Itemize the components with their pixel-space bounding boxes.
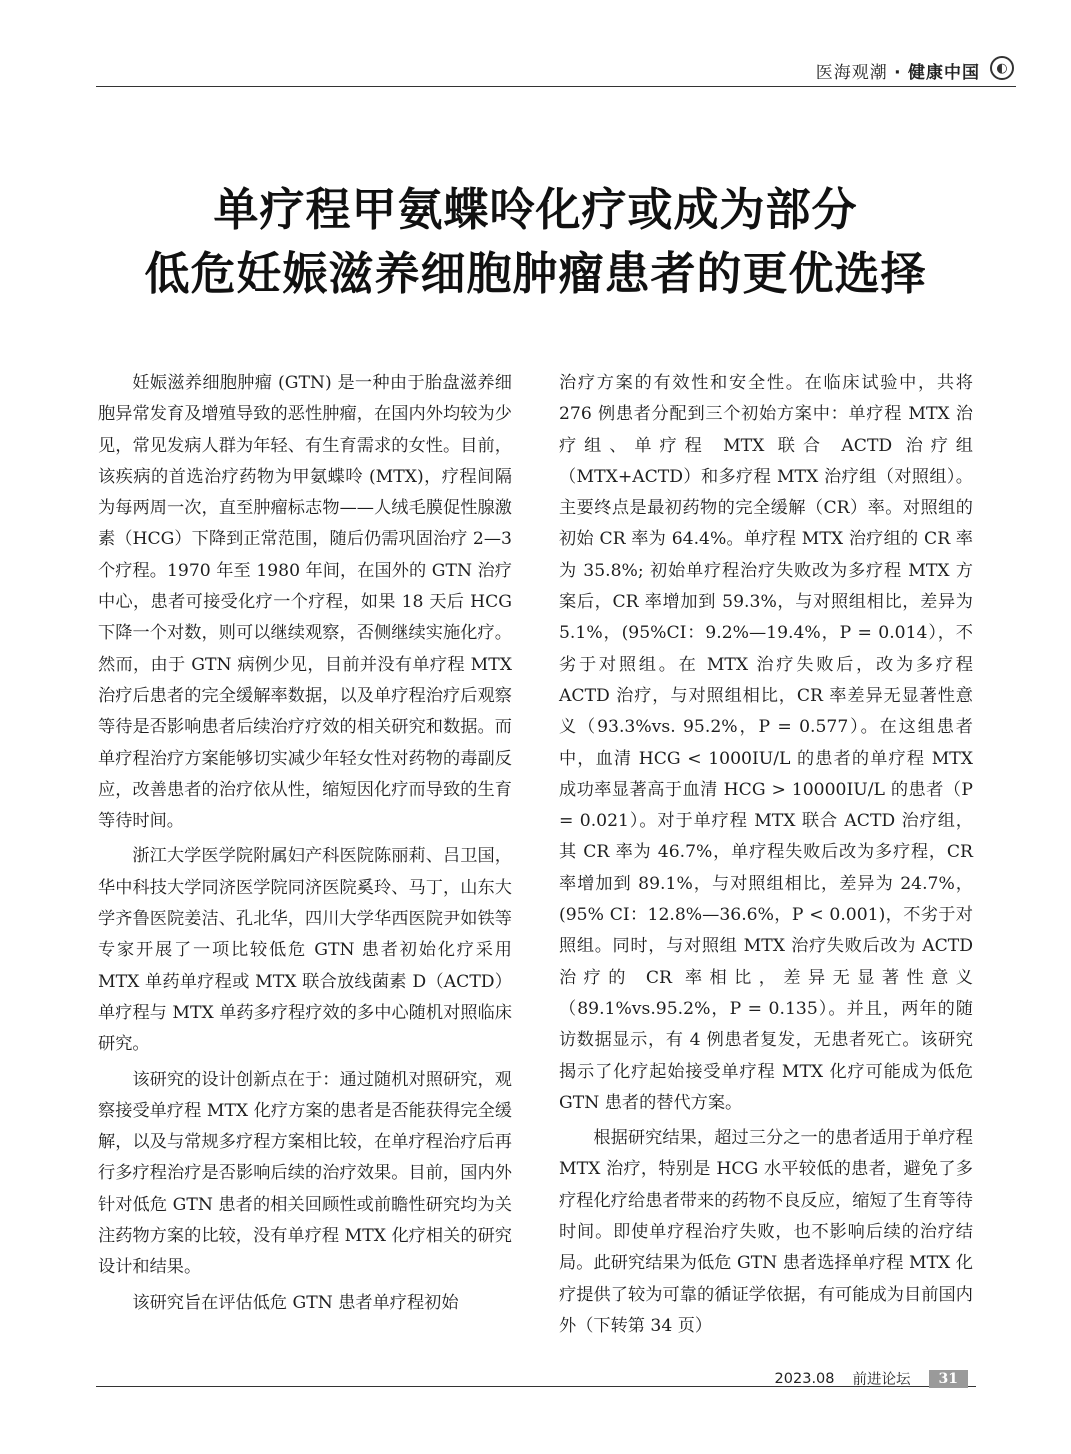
article-title xyxy=(60,178,1011,306)
journal-header-text xyxy=(816,58,980,83)
paragraph: 根据研究结果，超过三分之一的患者适用于单疗程 MTX 治疗，特别是 HCG 水平较低的患者，避免了多疗程化疗给患者带来的药物不良反应，缩短了生育等待时间。即使单疗程治疗失败，也不影响后续的治疗结局。此研究结果为低危 GTN 患者选择单疗程 MTX 化疗提供了较为可靠的循证学依据，有可能成为目前国内外（下转第 34 页） xyxy=(559,1128,973,1336)
footer-info xyxy=(775,1368,968,1389)
page-footer xyxy=(96,1370,976,1388)
title-line-2: 低危妊娠滋养细胞肿瘤患者的更优选择 xyxy=(144,247,927,300)
right-column xyxy=(559,368,973,1346)
running-header xyxy=(96,56,1016,87)
left-column xyxy=(98,368,512,1323)
journal-name: 前进论坛 xyxy=(852,1372,911,1388)
journal-column-name: 健康中国 xyxy=(908,63,980,83)
paragraph: 浙江大学医学院附属妇产科医院陈丽莉、吕卫国，华中科技大学同济医学院同济医院奚玲、马丁，山东大学齐鲁医院姜洁、孔北华，四川大学华西医院尹如铁等专家开展了一项比较低危 GTN 患者初始化疗采用 MTX 单药单疗程或 MTX 联合放线菌素 D（ACTD）单疗程与 MTX 单药多疗程疗效的多中心随机对照临床研究。 xyxy=(98,846,512,1055)
header-separator: · xyxy=(894,63,902,83)
title-line-1: 单疗程甲氨蝶呤化疗或成为部分 xyxy=(213,183,858,236)
journal-section-name: 医海观潮 xyxy=(815,63,888,83)
page-number: 31 xyxy=(929,1370,968,1388)
issue-date: 2023.08 xyxy=(774,1370,835,1387)
paragraph: 该研究的设计创新点在于：通过随机对照研究，观察接受单疗程 MTX 化疗方案的患者是否能获得完全缓解，以及与常规多疗程方案相比较，在单疗程治疗后再行多疗程治疗是否影响后续的治疗效果。目前，国内外针对低危 GTN 患者的相关回顾性或前瞻性研究均为关注药物方案的比较，没有单疗程 MTX 化疗相关的研究设计和结果。 xyxy=(98,1069,512,1278)
paragraph: 该研究旨在评估低危 GTN 患者单疗程初始 xyxy=(132,1292,459,1313)
paragraph: 妊娠滋养细胞肿瘤 (GTN) 是一种由于胎盘滋养细胞异常发育及增殖导致的恶性肿瘤，在国内外均较为少见，常见发病人群为年轻、有生育需求的女性。目前，该疾病的首选治疗药物为甲氨蝶呤 (MTX)，疗程间隔为每两周一次，直至肿瘤标志物——人绒毛膜促性腺激素（HCG）下降到正常范围，随后仍需巩固治疗 2—3 个疗程。1970 年至 1980 年间，在国外的 GTN 治疗中心，患者可接受化疗一个疗程，如果 18 天后 HCG 下降一个对数，则可以继续观察，否侧继续实施化疗。然而，由于 GTN 病例少见，目前并没有单疗程 MTX 治疗后患者的完全缓解率数据，以及单疗程治疗后观察等待是否影响患者后续治疗疗效的相关研究和数据。而单疗程治疗方案能够切实减少年轻女性对药物的毒副反应，改善患者的治疗依从性，缩短因化疗而导致的生育等待时间。 xyxy=(98,373,512,832)
paragraph-continued: 治疗方案的有效性和安全性。在临床试验中，共将 276 例患者分配到三个初始方案中：单疗程 MTX 治疗组、单疗程 MTX 联合 ACTD 治疗组（MTX+ACTD）和多疗程 MTX 治疗组（对照组）。主要终点是最初药物的完全缓解（CR）率。对照组的初始 CR 率为 64.4%。单疗程 MTX 治疗组的 CR 率为 35.8%; 初始单疗程治疗失败改为多疗程 MTX 方案后，CR 率增加到 59.3%，与对照组相比，差异为 5.1%，(95%CI：9.2%—19.4%，P = 0.014），不劣于对照组。在 MTX 治疗失败后，改为多疗程 ACTD 治疗，与对照组相比，CR 率差异无显著性意义（93.3%vs. 95.2%，P = 0.577）。在这组患者中，血清 HCG < 1000IU/L 的患者的单疗程 MTX 成功率显著高于血清 HCG > 10000IU/L 的患者（P = 0.021）。对于单疗程 MTX 联合 ACTD 治疗组，其 CR 率为 46.7%，单疗程失败后改为多疗程，CR 率增加到 89.1%，与对照组相比，差异为 24.7%，(95% CI：12.8%—36.6%，P < 0.001)，不劣于对照组。同时，与对照组 MTX 治疗失败后改为 ACTD 治疗的 CR 率相比，差异无显著性意义（89.1%vs.95.2%，P = 0.135）。并且，两年的随访数据显示，有 4 例患者复发，无患者死亡。该研究揭示了化疗起始接受单疗程 MTX 化疗可能成为低危 GTN 患者的替代方案。 xyxy=(559,373,973,1113)
journal-logo-icon: ◐ xyxy=(990,56,1014,80)
